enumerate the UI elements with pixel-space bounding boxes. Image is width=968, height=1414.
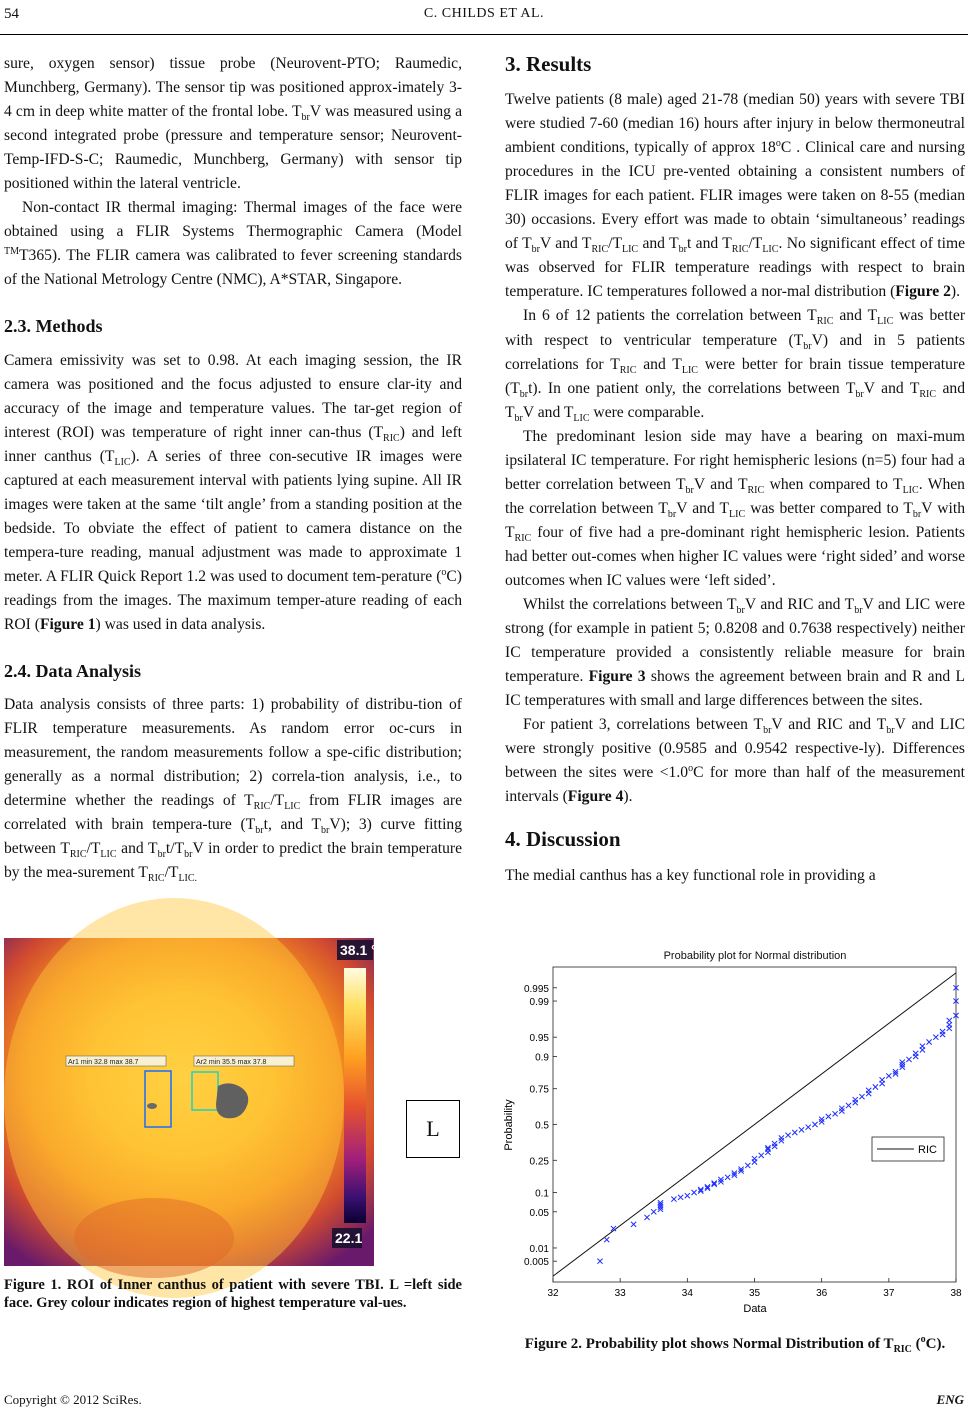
data-point <box>846 1103 851 1108</box>
y-tick-label: 0.995 <box>523 983 549 995</box>
data-point <box>772 1144 777 1149</box>
data-point <box>725 1175 730 1180</box>
data-point <box>785 1133 790 1138</box>
y-tick-label: 0.5 <box>535 1120 549 1132</box>
data-point <box>799 1127 804 1132</box>
x-tick-label: 32 <box>547 1288 559 1299</box>
data-point <box>839 1106 844 1111</box>
data-point <box>819 1119 824 1124</box>
data-point <box>859 1094 864 1099</box>
min-temp-label: 22.1 <box>335 1230 363 1246</box>
figure-link[interactable]: Figure 1 <box>39 616 96 634</box>
data-point <box>597 1259 602 1264</box>
page-header <box>0 0 968 35</box>
data-point <box>678 1195 683 1200</box>
data-point <box>853 1097 858 1102</box>
data-point <box>886 1073 891 1078</box>
paragraph: The medial canthus has a key functional role in providing a <box>505 866 876 884</box>
thermal-image <box>4 938 387 1266</box>
data-point <box>691 1190 696 1195</box>
data-point <box>685 1193 690 1198</box>
y-tick-label: 0.01 <box>529 1243 549 1255</box>
figure-link[interactable]: Figure 4 <box>567 788 624 806</box>
left-column <box>4 52 462 886</box>
data-point <box>631 1222 636 1227</box>
data-point <box>671 1196 676 1201</box>
x-tick-label: 37 <box>883 1288 895 1299</box>
section-heading: 2.3. Methods <box>4 316 103 337</box>
data-point <box>940 1029 945 1034</box>
figure-link[interactable]: Figure 2 <box>895 283 951 301</box>
data-point <box>920 1044 925 1049</box>
data-point <box>833 1111 838 1116</box>
y-tick-label: 0.25 <box>529 1156 549 1168</box>
paragraph: The predominant lesion side may have a bearing on maxi-mum ipsilateral IC temperature. For right hemispheric lesions (n=5) four had a better correlation between $T_{br}V$ and $T_{RIC}$ when compared to $T_{LIC}$. When the correlation between $T_{br}V$ and $T_{LIC}$ was better compared to $T_{br}V$ with $T_{RIC}$ four of five had a pre-dominant right hemispheric lesion. Patients had better out-comes when higher IC values were ‘right sided’ and worse outcomes when IC values were ‘left sided’. <box>505 427 966 589</box>
data-point <box>806 1125 811 1130</box>
data-point <box>839 1108 844 1113</box>
section-heading: 4. Discussion <box>505 827 621 852</box>
right-column <box>505 52 965 888</box>
roi2-label: Ar2 min 35.5 max 37.8 <box>196 1059 267 1066</box>
data-point <box>745 1163 750 1168</box>
data-point <box>873 1084 878 1089</box>
chart-title: Probability plot for Normal distribution <box>663 950 847 962</box>
y-tick-label: 0.95 <box>529 1033 549 1045</box>
paragraph: Data analysis consists of three parts: 1) probability of distribu-tion of FLIR temperature measurements. As random error oc-curs in measurement, the random measurements follow a spe-cific distribution; generally as a normal distribution; 2) correla-tion analysis, i.e., to determine whether the readings of $T_{RIC}/T_{LIC}$ from FLIR images are correlated with brain tempera-ture ($T_{br}t$, and $T_{br}V$); 3) curve fitting between $T_{RIC}/T_{LIC}$ and $T_{br}t/T_{br}V$ in order to predict the brain temperature by the mea-surement $T_{RIC}/T_{LIC.}$ <box>4 696 463 885</box>
y-axis-label: Probability <box>503 1099 515 1151</box>
figure1-caption: Figure 1. ROI of Inner canthus of patient with severe TBI. L =left side face. Grey colour indicates region of highest temperature val-ues. <box>4 1277 462 1311</box>
y-tick-label: 0.99 <box>529 997 549 1009</box>
data-point <box>752 1156 757 1161</box>
paragraph: Camera emissivity was set to 0.98. At each imaging session, the IR camera was positioned and the focus adjusted to ensure clar-ity and accuracy of the image and temperature values. The tar-get region of interest (ROI) was temperature of right inner can-thus $(T_{RIC})$ and left inner canthus $(T_{LIC})$. A series of three con-secutive IR images were captured at each measurement interval with patients lying supine. All IR images were taken at the same ‘tilt angle’ from a standing position at the bedside. To obviate the effect of patient to camera distance on the tempera-ture reading, manual adjustment was made to approximate 1 meter. A FLIR Quick Report 1.2 was used to document tem-perature ($^o$C) readings from the images. The maximum temper-ature reading of each ROI (Figure 1) was used in data analysis. <box>4 351 462 634</box>
data-point <box>759 1153 764 1158</box>
data-point <box>906 1057 911 1062</box>
paragraph: In 6 of 12 patients the correlation between $T_{RIC}$ and $T_{LIC}$ was better with respect to ventricular temperature $(T_{br}V)$ and in 5 patients correlations for $T_{RIC}$ and $T_{LIC}$ were better for brain tissue temperature $(T_{br}t)$. In one patient only, the correlations between $T_{br}V$ and $T_{RIC}$ and $T_{br}V$ and $T_{LIC}$ were comparable. <box>505 307 966 424</box>
y-tick-label: 0.05 <box>529 1207 549 1219</box>
section-heading: 2.4. Data Analysis <box>4 661 142 682</box>
page-number: 54 <box>4 6 19 22</box>
figure-link[interactable]: Figure 3 <box>588 668 646 686</box>
paragraph: For patient 3, correlations between $T_{br}V$ and RIC and $T_{br}V$ and LIC were strongly positive (0.9585 and 0.9542 respective-ly). Differences between the sites were $<1.0^oC$ for more than half of the measurement intervals (Figure 4). <box>505 716 965 806</box>
data-point <box>947 1018 952 1023</box>
data-point <box>880 1077 885 1082</box>
reference-line <box>553 973 956 1276</box>
x-tick-label: 36 <box>816 1288 828 1299</box>
running-head: C. CHILDS ET AL. <box>423 6 545 21</box>
paragraph: sure, oxygen sensor) tissue probe (Neurovent-PTO; Raumedic, Munchberg, Germany). The sensor tip was positioned approx-imately 3-4 cm in deep white matter of the frontal lobe. $T_{br}V$ was measured using a second integrated probe (pressure and temperature sensor; Neurovent-Temp-IFD-S-C; Raumedic, Munchberg, Germany) with sensor tip positioned within the lateral ventricle. <box>4 55 462 193</box>
data-point <box>866 1088 871 1093</box>
y-tick-label: 0.005 <box>523 1257 549 1269</box>
y-tick-label: 0.1 <box>535 1188 549 1200</box>
x-axis-label: Data <box>743 1303 767 1315</box>
data-point <box>651 1209 656 1214</box>
data-point <box>779 1138 784 1143</box>
max-temp-label: 38.1 °C <box>340 942 387 958</box>
section-heading: 3. Results <box>505 52 592 76</box>
data-point <box>812 1122 817 1127</box>
roi1-label: Ar1 min 32.8 max 38.7 <box>68 1059 139 1066</box>
x-tick-label: 38 <box>950 1288 962 1299</box>
x-tick-label: 34 <box>681 1288 693 1299</box>
journal-abbrev: ENG <box>936 1392 964 1407</box>
x-tick-label: 33 <box>614 1288 626 1299</box>
data-point <box>604 1237 609 1242</box>
y-tick-label: 0.75 <box>529 1084 549 1096</box>
data-point <box>913 1051 918 1056</box>
data-point <box>819 1117 824 1122</box>
side-label-box: L <box>406 1100 460 1158</box>
data-point <box>644 1215 649 1220</box>
data-point <box>900 1060 905 1065</box>
data-point <box>826 1114 831 1119</box>
data-point <box>933 1035 938 1040</box>
data-point <box>927 1039 932 1044</box>
x-tick-label: 35 <box>748 1288 761 1299</box>
paragraph: Whilst the correlations between $T_{br}V$ and RIC and $T_{br}V$ and LIC were strong (for example in patient 5; 0.8208 and 0.7638 respectively) neither IC temperature provided a consistently reliable measure for brain temperature. Figure 3 shows the agreement between brain and R and L IC temperatures with small and large differences between the sites. <box>505 596 965 710</box>
figure2-caption: Figure 2. Probability plot shows Normal Distribution of $T_{RIC}$ ($^o$C). <box>524 1334 946 1355</box>
y-tick-label: 0.9 <box>535 1052 549 1064</box>
data-point <box>792 1130 797 1135</box>
probability-plot <box>496 940 964 1320</box>
data-point <box>853 1100 858 1105</box>
data-point <box>779 1135 784 1140</box>
legend-label: RIC <box>918 1144 937 1156</box>
paragraph: Twelve patients (8 male) aged 21-78 (median 50) years with severe TBI were studied 7-60 (median 16) hours after injury in below thermoneutral ambient conditions, typically of approx 18$^o$C . Clinical care and nursing procedures in the ICU pre-vented obtaining a consistent numbers of FLIR images for each patient. FLIR images were taken on 8-55 (median 30) occasions. Every effort was made to obtain ‘simultaneous’ readings of $T_{br}V$ and $T_{RIC}/T_{LIC}$ and $T_{br}t$ and $T_{RIC}/T_{LIC}$. No significant effect of time was observed for FLIR temperature readings with respect to brain temperature. IC temperatures followed a nor-mal distribution (Figure 2). <box>505 91 965 301</box>
data-point <box>772 1141 777 1146</box>
copyright: Copyright © 2012 SciRes. <box>4 1392 142 1407</box>
paragraph: Non-contact IR thermal imaging: Thermal images of the face were obtained using a FLIR Systems Thermographic Camera (Model ™T365). The FLIR camera was calibrated to fever screening standards of the National Metrology Centre (NMC), A*STAR, Singapore. <box>4 199 462 289</box>
